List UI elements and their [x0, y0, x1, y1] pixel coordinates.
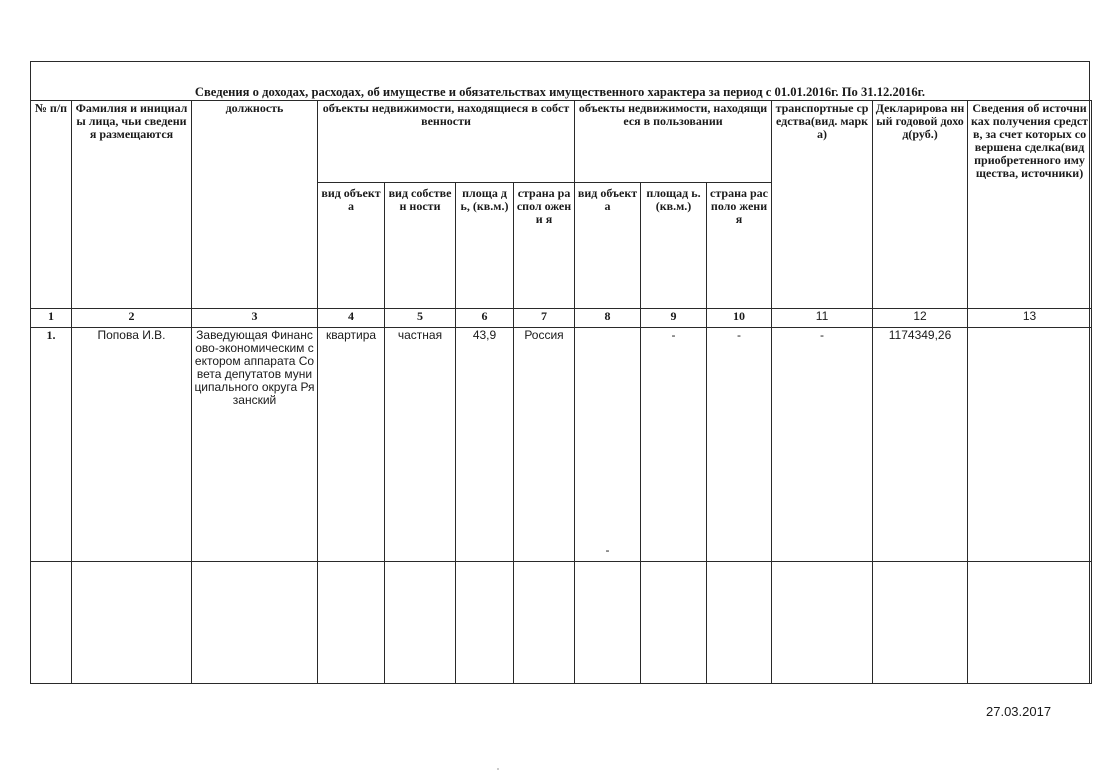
header-used-group: объекты недвижимости, находящиеся в пользовании — [575, 101, 772, 183]
empty-cell — [385, 562, 456, 684]
column-number: 11 — [772, 309, 873, 328]
empty-cell — [514, 562, 575, 684]
empty-cell — [192, 562, 318, 684]
declaration-table — [30, 100, 1092, 684]
transport-value: - — [772, 328, 873, 562]
document-title: Сведения о доходах, расходах, об имуществе и обязательствах имущественного характера за период с 01.01.2016г. По 31.12.2016г. — [194, 85, 926, 99]
header-used-country: страна располо жения — [707, 183, 772, 309]
empty-row — [31, 562, 1092, 684]
header-name: Фамилия и инициалы лица, чьи сведения размещаются — [72, 101, 192, 309]
empty-cell — [641, 562, 707, 684]
sources-value — [968, 328, 1092, 562]
column-number: 7 — [514, 309, 575, 328]
empty-cell — [968, 562, 1092, 684]
owned-ownership-type: частная — [385, 328, 456, 562]
header-owned-country: страна распол ожени я — [514, 183, 575, 309]
used-object-type: - — [605, 543, 610, 557]
column-number: 1 — [31, 309, 72, 328]
empty-cell — [31, 562, 72, 684]
header-income: Декларирова нный годовой доход(руб.) — [873, 101, 968, 309]
empty-cell — [456, 562, 514, 684]
used-area: - — [641, 328, 707, 562]
person-name: Попова И.В. — [72, 328, 192, 562]
owned-country: Россия — [514, 328, 575, 562]
header-position: должность — [192, 101, 318, 309]
owned-area: 43,9 — [456, 328, 514, 562]
empty-cell — [318, 562, 385, 684]
scan-speck — [497, 768, 499, 770]
column-number: 9 — [641, 309, 707, 328]
header-used-type: вид объекта — [575, 183, 641, 309]
header-sources: Сведения об источниках получения средств, за счет которых совершена сделка(вид приобретенного имущества, источники) — [968, 101, 1092, 309]
document-date: 27.03.2017 — [986, 704, 1052, 719]
empty-cell — [873, 562, 968, 684]
person-position: Заведующая Финансово-экономическим сектором аппарата Совета депутатов муниципального округа Рязанский — [192, 328, 318, 562]
header-owned-type: вид объекта — [318, 183, 385, 309]
column-number: 3 — [192, 309, 318, 328]
header-owned-area: площа дь, (кв.м.) — [456, 183, 514, 309]
empty-cell — [72, 562, 192, 684]
header-row-1 — [31, 101, 1092, 183]
column-number: 5 — [385, 309, 456, 328]
used-country: - — [707, 328, 772, 562]
used-object-type-cell — [575, 328, 641, 562]
empty-cell — [707, 562, 772, 684]
empty-cell — [575, 562, 641, 684]
column-number: 10 — [707, 309, 772, 328]
column-number: 8 — [575, 309, 641, 328]
row-number: 1. — [31, 328, 72, 562]
owned-object-type: квартира — [318, 328, 385, 562]
empty-cell — [772, 562, 873, 684]
header-owned-ownership: вид собствен ности — [385, 183, 456, 309]
header-owned-group: объекты недвижимости, находящиеся в собственности — [318, 101, 575, 183]
header-transport: транспортные средства(вид. марка) — [772, 101, 873, 309]
column-number: 4 — [318, 309, 385, 328]
table-row — [31, 328, 1092, 562]
column-number: 12 — [873, 309, 968, 328]
header-num: № п/п — [31, 101, 72, 309]
header-used-area: площад ь. (кв.м.) — [641, 183, 707, 309]
column-number: 2 — [72, 309, 192, 328]
column-number: 13 — [968, 309, 1092, 328]
column-number-row — [31, 309, 1092, 328]
income-value: 1174349,26 — [873, 328, 968, 562]
column-number: 6 — [456, 309, 514, 328]
